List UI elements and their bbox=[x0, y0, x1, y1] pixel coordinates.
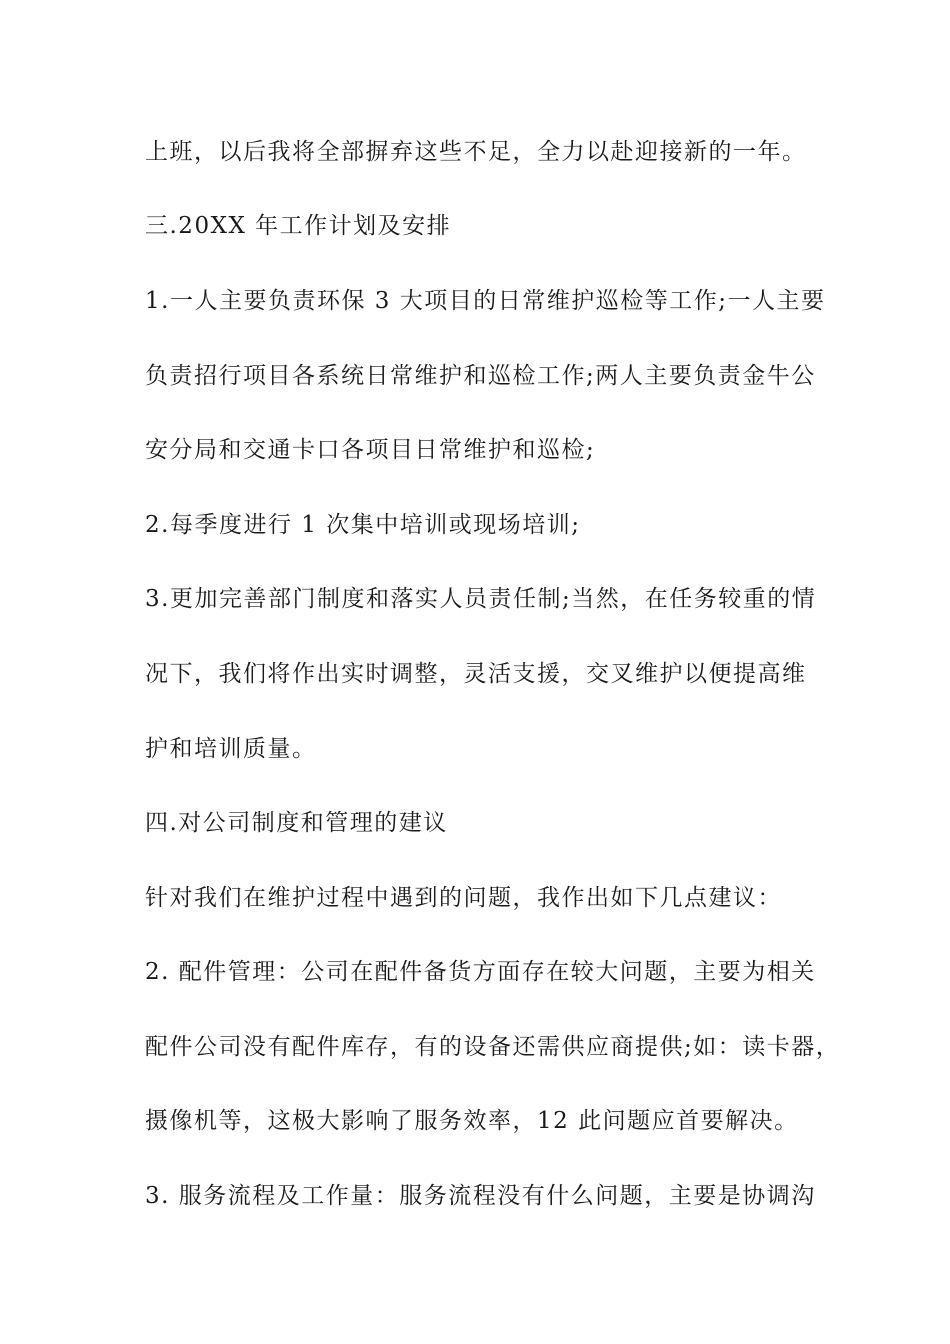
section-heading-4: 四.对公司制度和管理的建议 bbox=[145, 810, 448, 836]
text-line: 1.一人主要负责环保 3 大项目的日常维护巡检等工作;一人主要 bbox=[145, 288, 826, 314]
text-line: 摄像机等，这极大影响了服务效率，12 此问题应首要解决。 bbox=[145, 1108, 799, 1134]
text-line: 针对我们在维护过程中遇到的问题，我作出如下几点建议： bbox=[145, 885, 782, 911]
text-line: 2.每季度进行 1 次集中培训或现场培训; bbox=[145, 512, 581, 538]
text-line: 况下，我们将作出实时调整，灵活支援，交叉维护以便提高维 bbox=[145, 661, 807, 687]
text-line: 负责招行项目各系统日常维护和巡检工作;两人主要负责金牛公 bbox=[145, 363, 816, 389]
text-line: 安分局和交通卡口各项目日常维护和巡检; bbox=[145, 437, 596, 463]
text-line: 护和培训质量。 bbox=[145, 736, 317, 762]
text-line: 3. 服务流程及工作量：服务流程没有什么问题，主要是协调沟 bbox=[145, 1183, 816, 1209]
text-line: 上班，以后我将全部摒弃这些不足，全力以赴迎接新的一年。 bbox=[145, 139, 807, 165]
text-line: 配件公司没有配件库存，有的设备还需供应商提供;如：读卡器， bbox=[145, 1034, 841, 1060]
section-heading-3: 三.20XX 年工作计划及安排 bbox=[145, 213, 452, 239]
text-line: 3.更加完善部门制度和落实人员责任制;当然，在任务较重的情 bbox=[145, 586, 817, 612]
text-line: 2. 配件管理：公司在配件备货方面存在较大问题，主要为相关 bbox=[145, 959, 816, 985]
